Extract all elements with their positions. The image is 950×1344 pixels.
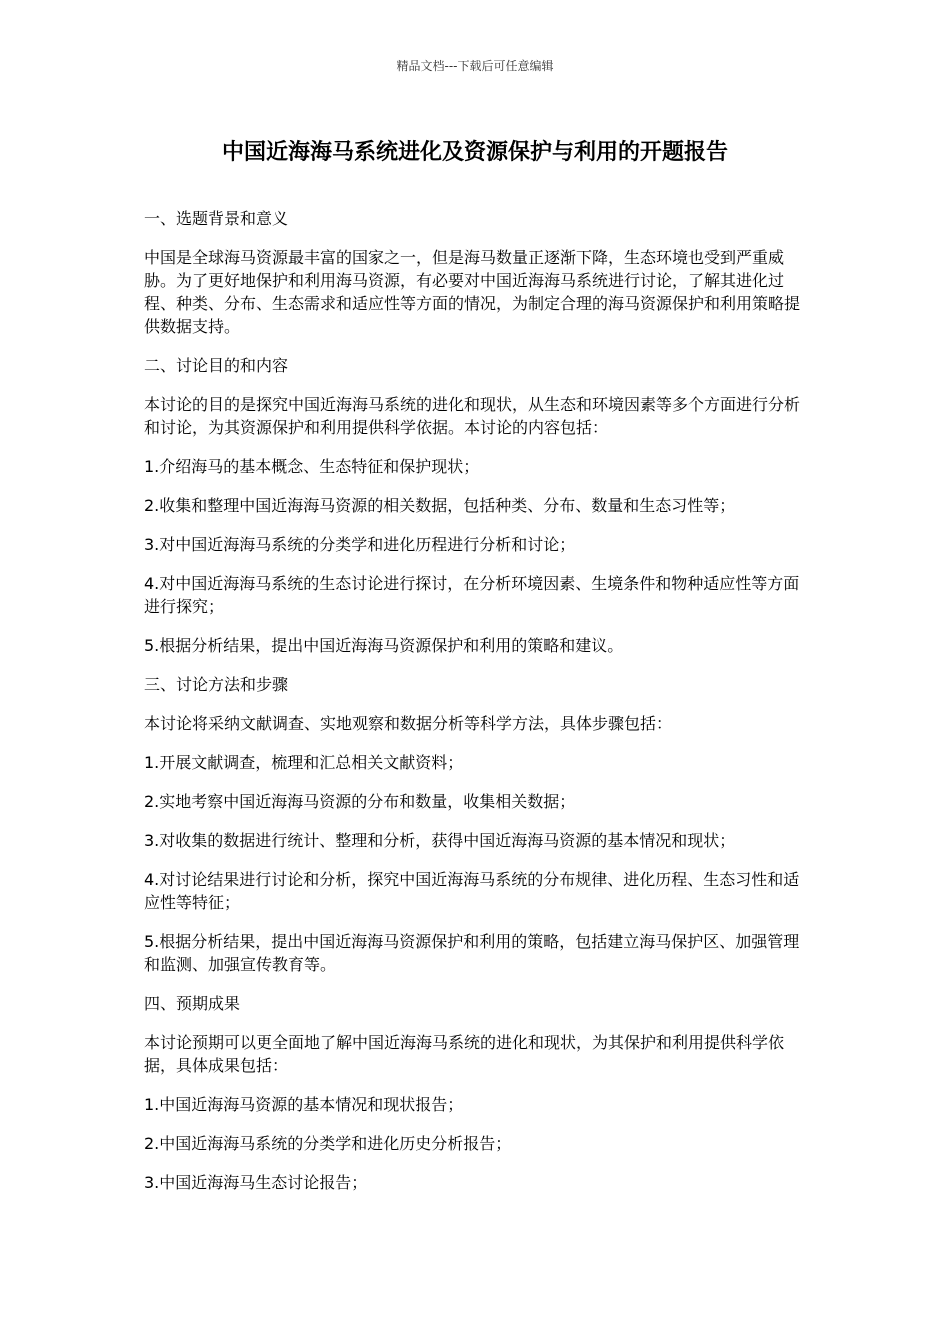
list-item: 4.对讨论结果进行讨论和分析，探究中国近海海马系统的分布规律、进化历程、生态习性和适应性等特征； [144,870,800,912]
document-body [144,207,802,1210]
section-heading-objectives: 二、讨论目的和内容 [144,356,289,375]
list-item: 1.介绍海马的基本概念、生态特征和保护现状； [144,457,480,476]
list-item: 5.根据分析结果，提出中国近海海马资源保护和利用的策略，包括建立海马保护区、加强管理和监测、加强宣传教育等。 [144,932,800,974]
list-item: 5.根据分析结果，提出中国近海海马资源保护和利用的策略和建议。 [144,636,624,655]
list-item: 3.中国近海海马生态讨论报告； [144,1173,368,1192]
section-heading-background: 一、选题背景和意义 [144,209,289,228]
list-item: 3.对收集的数据进行统计、整理和分析，获得中国近海海马资源的基本情况和现状； [144,831,736,850]
paragraph-objectives: 本讨论的目的是探究中国近海海马系统的进化和现状，从生态和环境因素等多个方面进行分析和讨论，为其资源保护和利用提供科学依据。本讨论的内容包括： [144,395,801,437]
document-title: 中国近海海马系统进化及资源保护与利用的开题报告 [221,140,728,165]
list-item: 1.中国近海海马资源的基本情况和现状报告； [144,1095,464,1114]
list-item: 2.实地考察中国近海海马资源的分布和数量，收集相关数据； [144,792,576,811]
list-item: 4.对中国近海海马系统的生态讨论进行探讨，在分析环境因素、生境条件和物种适应性等方面进行探究； [144,574,800,616]
paragraph-methods: 本讨论将采纳文献调查、实地观察和数据分析等科学方法，具体步骤包括： [144,714,673,733]
section-heading-methods: 三、讨论方法和步骤 [144,675,289,694]
list-item: 3.对中国近海海马系统的分类学和进化历程进行分析和讨论； [144,535,576,554]
page-header-note: 精品文档---下载后可任意编辑 [396,59,554,73]
list-item: 2.中国近海海马系统的分类学和进化历史分析报告； [144,1134,512,1153]
list-item: 1.开展文献调查，梳理和汇总相关文献资料； [144,753,464,772]
paragraph-outcomes: 本讨论预期可以更全面地了解中国近海海马系统的进化和现状，为其保护和利用提供科学依据，具体成果包括： [144,1033,785,1075]
section-heading-outcomes: 四、预期成果 [144,994,241,1013]
paragraph-background: 中国是全球海马资源最丰富的国家之一，但是海马数量正逐渐下降，生态环境也受到严重威胁。为了更好地保护和利用海马资源，有必要对中国近海海马系统进行讨论，了解其进化过程、种类、分布、生态需求和适应性等方面的情况，为制定合理的海马资源保护和利用策略提供数据支持。 [144,248,801,336]
list-item: 2.收集和整理中国近海海马资源的相关数据，包括种类、分布、数量和生态习性等； [144,496,736,515]
